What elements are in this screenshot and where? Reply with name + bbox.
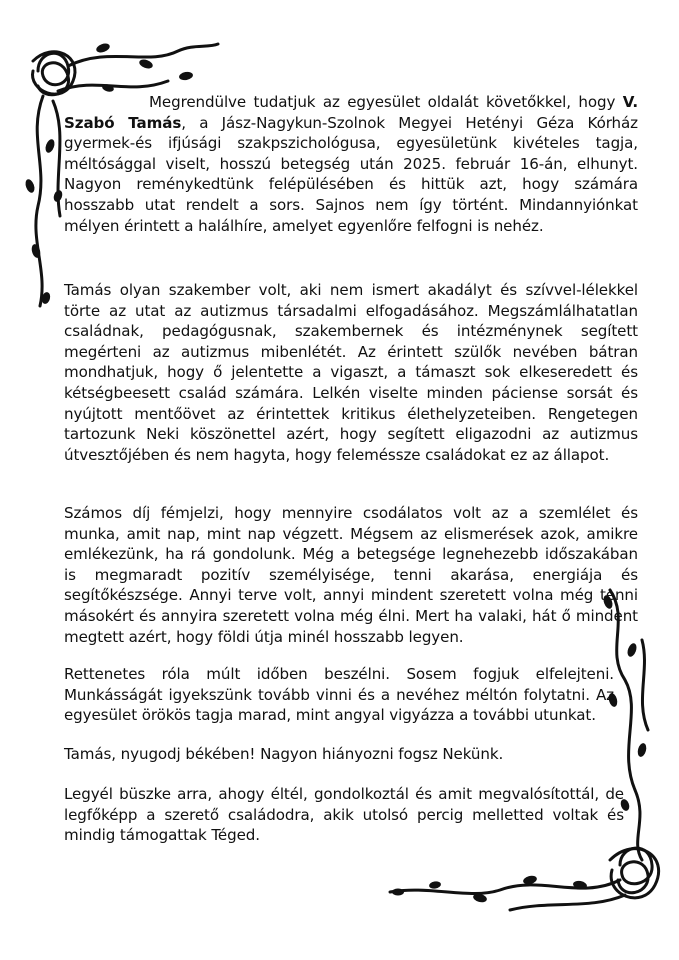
announcement-rest: , a Jász-Nagykun-Szolnok Megyei Hetényi Géza Kórház gyermek-és ifjúsági szakpszichológusa, egyesületünk kivételes tagja, méltósággal viselt, hosszú betegség után 2025. február 16-án, elhunyt. Nagyon reménykedtünk felépülésében és hittük azt, hogy számára hosszabb utat rendelt a sors. Sajnos nem így történt. Mindannyiónkat mélyen érintett a halálhíre, amelyet egyenlőre felfogni is nehéz.: [64, 113, 638, 235]
paragraph-text: Tamás olyan szakember volt, aki nem ismert akadályt és szívvel-lélekkel törte az utat az autizmus társadalmi elfogadásához. Megszámlálhatatlan családnak, pedagógusnak, szakembernek és intézménynek segített megérteni az autizmus mibenlétét. Az érintett szülők nevében bátran mondhatjuk, hogy ő jelentette a vigaszt, a támaszt sok elkeseredett és kétségbeesett család számára. Lelkén viselte minden páciense sorsát és nyújtott mentőövet az érintettek kritikus élethelyzeteiben. Rengetegen tartozunk Neki köszönettel azért, hogy segített eligazodni az autizmus útvesztőjében és nem hagyta, hogy feleméssze családokat ez az állapot.: [64, 281, 638, 464]
paragraph-awards: [64, 503, 638, 647]
paragraph-remembrance: [64, 664, 614, 726]
paragraph-text: Legyél büszke arra, ahogy éltél, gondolkoztál és amit megvalósítottál, de legfőképp a szerető családodra, akik utolsó percig melletted voltak és mindig támogattak Téged.: [64, 785, 624, 845]
paragraph-text: Rettenetes róla múlt időben beszélni. Sosem fogjuk elfelejteni. Munkásságát igyekszünk tovább vinni és a nevéhez méltón folytatni. Az egyesület örökös tagja marad, mint angyal vigyázza a további utunkat.: [64, 665, 614, 725]
deceased-name: V. Szabó Tamás: [64, 93, 638, 132]
paragraph-text: Tamás, nyugodj békében! Nagyon hiányozni fogsz Nekünk.: [64, 745, 504, 763]
announcement-lead: Megrendülve tudatjuk az egyesület oldalát követőkkel, hogy: [149, 93, 616, 111]
paragraph-closing: [64, 784, 624, 846]
paragraph-professional-tribute: [64, 280, 638, 465]
paragraph-text: Számos díj fémjelzi, hogy mennyire csodálatos volt az a szemlélet és munka, amit nap, mint nap végzett. Mégsem az elismerések azok, amikre emlékezünk, ha rá gondolunk. Még a betegsége legnehezebb időszakában is megmaradt pozitív személyisége, tenni akarása, energiája és segítőkészsége. Annyi terve volt, annyi mindent szeretett volna még tenni másokért és annyira szeretett volna még élni. Mert ha valaki, hát ő mindent megtett azért, hogy földi útja minél hosszabb legyen.: [64, 504, 638, 646]
paragraph-announcement: [64, 92, 638, 236]
paragraph-farewell: [64, 744, 614, 765]
